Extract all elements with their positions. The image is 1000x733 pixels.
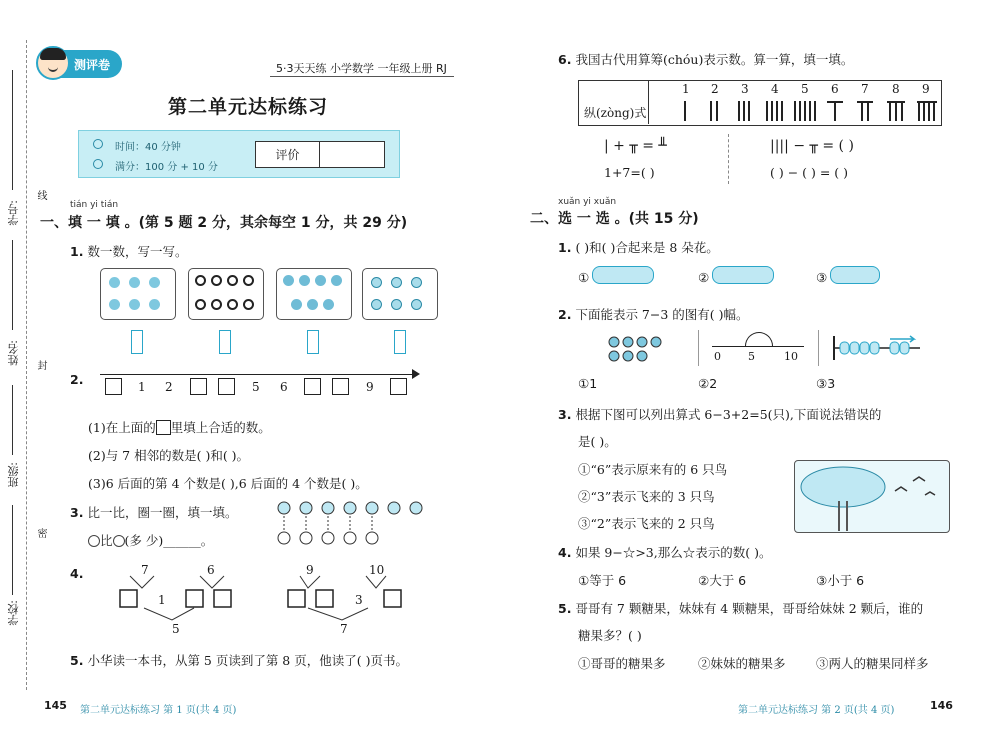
blank-box[interactable] xyxy=(304,378,321,395)
digit: 4 xyxy=(771,82,779,96)
name-label: 姓名: xyxy=(7,340,20,366)
question-2-sub2: (2)与 7 相邻的数是( )和( )。 xyxy=(88,448,250,463)
flowers-picture xyxy=(830,266,880,284)
counting-rods xyxy=(676,100,938,122)
margin-rule xyxy=(12,505,13,595)
question-5: 5. 小华读一本书，从第 5 页读到了第 8 页，他读了( )页书。 xyxy=(70,653,408,668)
flowers-picture xyxy=(592,266,654,284)
question-3-compare: 比 (多 少)______。 xyxy=(88,531,213,549)
option[interactable]: ③ xyxy=(816,270,828,285)
section2-heading: 二、选 一 选 。(共 15 分) xyxy=(530,211,699,227)
evaluation-label: 评价 xyxy=(256,142,320,167)
footer-text: 第二单元达标练习 第 2 页(共 4 页) xyxy=(738,705,895,716)
tree-birds-picture xyxy=(794,460,950,533)
tree-number: 9 xyxy=(306,563,314,577)
pineapple-picture xyxy=(276,268,352,320)
section1-pinyin: tián yi tián xyxy=(70,200,119,210)
divider xyxy=(818,330,819,366)
cut-mark: 密 xyxy=(35,528,46,538)
section2-pinyin: xuǎn yi xuǎn xyxy=(558,197,617,207)
header-rule xyxy=(270,76,454,77)
option[interactable]: ① xyxy=(578,270,590,285)
info-box xyxy=(78,130,400,178)
line-number: 6 xyxy=(280,380,288,394)
evaluation-field[interactable] xyxy=(320,142,384,167)
answer-box[interactable] xyxy=(131,330,143,354)
rod-equation-1: | + ╥ = ╨ xyxy=(604,138,667,154)
question-2-sub3: (3)6 后面的第 4 个数是( ),6 后面的 4 个数是( )。 xyxy=(88,476,368,491)
numline-label: 5 xyxy=(748,350,755,363)
blank-box[interactable] xyxy=(390,378,407,395)
digit: 1 xyxy=(682,82,690,96)
question-2-number: 2. xyxy=(70,372,84,387)
margin-rule xyxy=(12,70,13,190)
digit: 7 xyxy=(861,82,869,96)
option[interactable]: ②大于 6 xyxy=(698,573,747,588)
option[interactable]: ③“2”表示飞来的 2 只鸟 xyxy=(578,516,715,531)
digit: 6 xyxy=(831,82,839,96)
cut-line xyxy=(26,40,27,690)
blank-box[interactable] xyxy=(190,378,207,395)
flowers-picture xyxy=(712,266,774,284)
question-1 xyxy=(70,242,187,260)
digit: 8 xyxy=(892,82,900,96)
page-title: 第二单元达标练习 xyxy=(168,96,329,118)
number-line xyxy=(712,346,804,347)
option[interactable]: ②“3”表示飞来的 3 只鸟 xyxy=(578,489,715,504)
choice-3-cont: 是( )。 xyxy=(578,434,617,449)
abacus-picture xyxy=(828,334,924,362)
question-6: 6. 我国古代用算筹(chóu)表示数。算一算，填一填。 xyxy=(558,52,854,67)
digit: 9 xyxy=(922,82,930,96)
time-limit: 时间：40 分钟 xyxy=(115,142,181,153)
line-number: 9 xyxy=(366,380,374,394)
cut-mark: 封 xyxy=(35,360,46,370)
student-number-label: 学号: xyxy=(7,200,20,226)
blank-box[interactable] xyxy=(218,378,235,395)
badge-label: 测评卷 xyxy=(74,57,111,72)
tree-number: 5 xyxy=(172,622,180,636)
margin-rule xyxy=(12,385,13,455)
tree-number: 3 xyxy=(355,593,363,607)
tree-number: 6 xyxy=(207,563,215,577)
flower-picture xyxy=(100,268,176,320)
option[interactable]: ③3 xyxy=(816,376,836,391)
blank-box[interactable] xyxy=(105,378,122,395)
number-line xyxy=(100,374,418,375)
bee-flower-picture xyxy=(276,500,436,550)
table-label: 纵(zòng)式 xyxy=(584,106,647,120)
answer-box[interactable] xyxy=(394,330,406,354)
choice-2: 2. 下面能表示 7−3 的图有( )幅。 xyxy=(558,307,749,322)
option[interactable]: ② xyxy=(698,270,710,285)
option[interactable]: ①等于 6 xyxy=(578,573,627,588)
cut-mark: 线 xyxy=(35,190,46,200)
blank-box-icon xyxy=(156,420,171,435)
option[interactable]: ②2 xyxy=(698,376,718,391)
jump-arc xyxy=(745,332,773,346)
clock-icon xyxy=(93,139,103,149)
question-4-number: 4. xyxy=(70,566,84,581)
answer-box[interactable] xyxy=(307,330,319,354)
divider xyxy=(698,330,699,366)
tree-number: 7 xyxy=(141,563,149,577)
footer-text: 第二单元达标练习 第 1 页(共 4 页) xyxy=(80,705,237,716)
choice-3: 3. 根据下图可以列出算式 6−3+2=5(只),下面说法错误的 xyxy=(558,407,882,422)
question-number: 1. xyxy=(70,244,84,259)
answer-box[interactable] xyxy=(219,330,231,354)
book-info: 5·3天天练 小学数学 一年级上册 RJ xyxy=(276,62,447,75)
evaluation-box xyxy=(255,141,385,168)
margin-rule xyxy=(12,240,13,330)
choice-1: 1. ( )和( )合起来是 8 朵花。 xyxy=(558,240,719,255)
choice-5-cont: 糖果多？( ) xyxy=(578,628,642,643)
question-text: 数一数，写一写。 xyxy=(87,244,188,259)
line-number: 1 xyxy=(138,380,146,394)
blank-box[interactable] xyxy=(332,378,349,395)
question-3: 3. 比一比，圈一圈，填一填。 xyxy=(70,505,238,520)
apple-picture xyxy=(362,268,438,320)
football-picture xyxy=(188,268,264,320)
rod-equation-4: ( ) − ( ) = ( ) xyxy=(770,165,849,180)
class-label: 班级: xyxy=(7,462,20,488)
full-score: 满分：100 分 + 10 分 xyxy=(115,162,218,173)
choice-4: 4. 如果 9−☆>3,那么☆表示的数( )。 xyxy=(558,545,772,560)
score-icon xyxy=(93,159,103,169)
arrow-icon xyxy=(412,369,420,379)
option[interactable]: ①“6”表示原来有的 6 只鸟 xyxy=(578,462,728,477)
option[interactable]: ③两人的糖果同样多 xyxy=(816,656,929,671)
digit: 5 xyxy=(801,82,809,96)
avatar-icon xyxy=(36,46,70,80)
question-2-sub1: (1)在上面的 里填上合适的数。 xyxy=(88,420,271,435)
tree-number: 1 xyxy=(158,593,166,607)
choice-5: 5. 哥哥有 7 颗糖果，妹妹有 4 颗糖果，哥哥给妹妹 2 颗后，谁的 xyxy=(558,601,924,616)
rod-equation-3: |||| − ╥ = ( ) xyxy=(770,138,854,154)
numline-label: 10 xyxy=(784,350,798,363)
section1-heading: 一、填 一 填 。(第 5 题 2 分，其余每空 1 分，共 29 分) xyxy=(40,215,408,231)
divider xyxy=(728,134,729,184)
line-number: 5 xyxy=(252,380,260,394)
test-badge xyxy=(40,50,122,78)
option[interactable]: ②妹妹的糖果多 xyxy=(698,656,786,671)
option[interactable]: ①哥哥的糖果多 xyxy=(578,656,666,671)
tree-number: 7 xyxy=(340,622,348,636)
option[interactable]: ③小于 6 xyxy=(816,573,865,588)
option[interactable]: ①1 xyxy=(578,376,598,391)
page-number: 145 xyxy=(44,699,67,712)
school-label: 学校: xyxy=(7,600,20,626)
numline-label: 0 xyxy=(714,350,721,363)
strawberries-picture xyxy=(606,332,686,364)
digit: 2 xyxy=(711,82,719,96)
flower-icon xyxy=(88,535,100,547)
page-number: 146 xyxy=(930,699,953,712)
tree-number: 10 xyxy=(369,563,385,577)
rod-equation-2: 1+7=( ) xyxy=(604,165,655,180)
line-number: 2 xyxy=(165,380,173,394)
bee-icon xyxy=(113,535,125,547)
digit: 3 xyxy=(741,82,749,96)
